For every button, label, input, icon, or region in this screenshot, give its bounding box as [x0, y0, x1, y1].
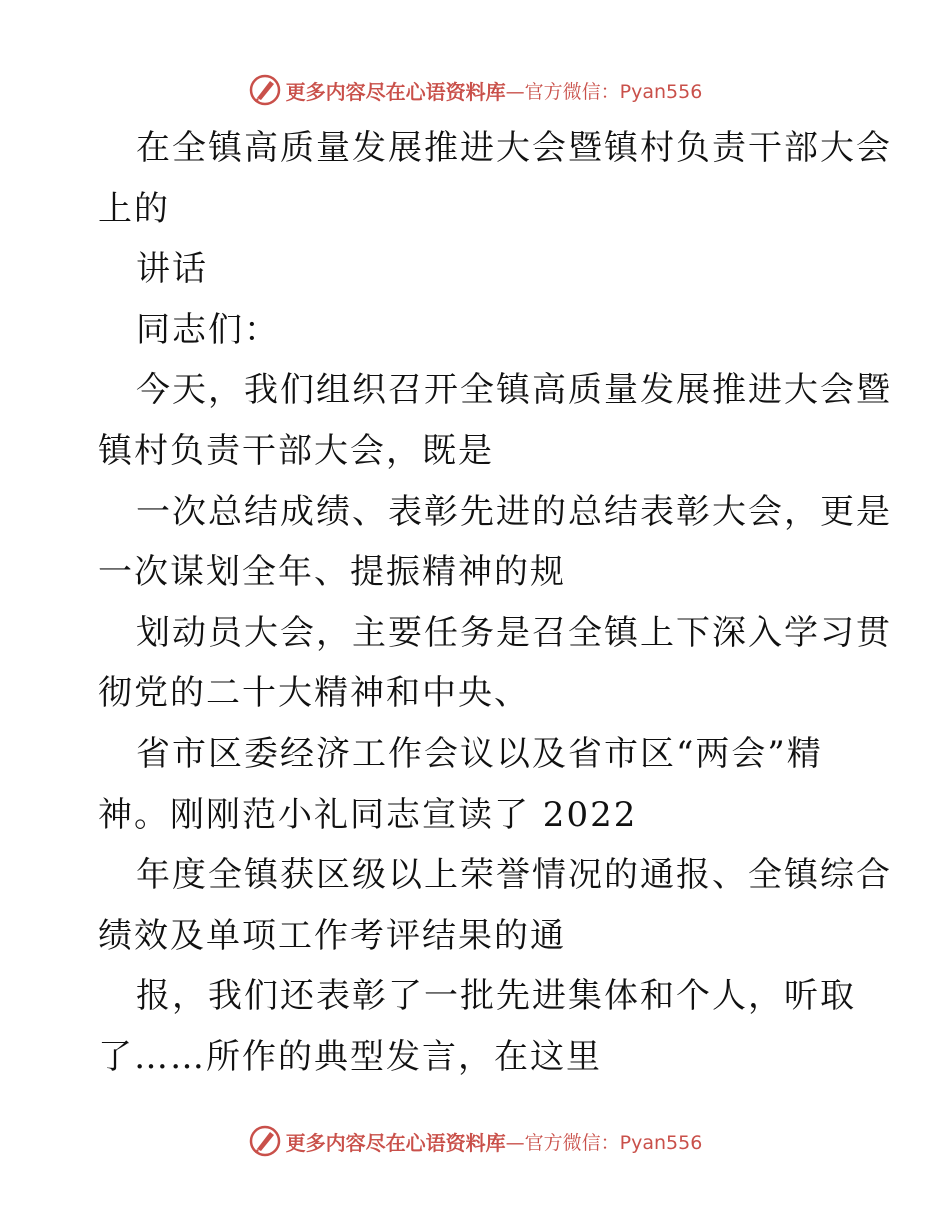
quill-pen-circle-icon [248, 1124, 282, 1158]
text-line: 划动员大会，主要任务是召全镇上下深入学习贯 [136, 612, 892, 653]
text-line: 彻党的二十大精神和中央、 [98, 673, 530, 714]
text-line: 镇村负责干部大会，既是 [98, 430, 494, 471]
text-line: 在全镇高质量发展推进大会暨镇村负责干部大会 [136, 128, 892, 168]
header-watermark [0, 70, 950, 110]
text-line: 今天，我们组织召开全镇高质量发展推进大会暨 [136, 370, 892, 411]
text-line: 神。刚刚范小礼同志宣读了 2022 [98, 794, 638, 835]
text-line: 了……所作的典型发言，在这里 [98, 1036, 602, 1077]
document-body [98, 118, 892, 1088]
quill-pen-circle-icon [248, 73, 282, 107]
text-line: 省市区委经济工作会议以及省市区“两会”精 [136, 733, 823, 774]
watermark-contact-text: —官方微信：Pyan556 [505, 1131, 703, 1154]
footer-watermark [0, 1121, 950, 1161]
text-line: 一次总结成绩、表彰先进的总结表彰大会，更是 [136, 491, 892, 532]
text-line: 绩效及单项工作考评结果的通 [98, 915, 566, 956]
text-line: 报，我们还表彰了一批先进集体和个人，听取 [136, 976, 856, 1017]
text-line: 上的 [98, 188, 170, 229]
text-line: 年度全镇获区级以上荣誉情况的通报、全镇综合 [136, 855, 892, 896]
text-line: 讲话 [136, 249, 208, 290]
watermark-brand-text: 更多内容尽在心语资料库 [285, 1130, 506, 1155]
text-line: 同志们： [136, 309, 280, 350]
text-line: 一次谋划全年、提振精神的规 [98, 552, 566, 593]
watermark-brand-text: 更多内容尽在心语资料库 [285, 79, 506, 104]
watermark-contact-text: —官方微信：Pyan556 [505, 80, 703, 103]
